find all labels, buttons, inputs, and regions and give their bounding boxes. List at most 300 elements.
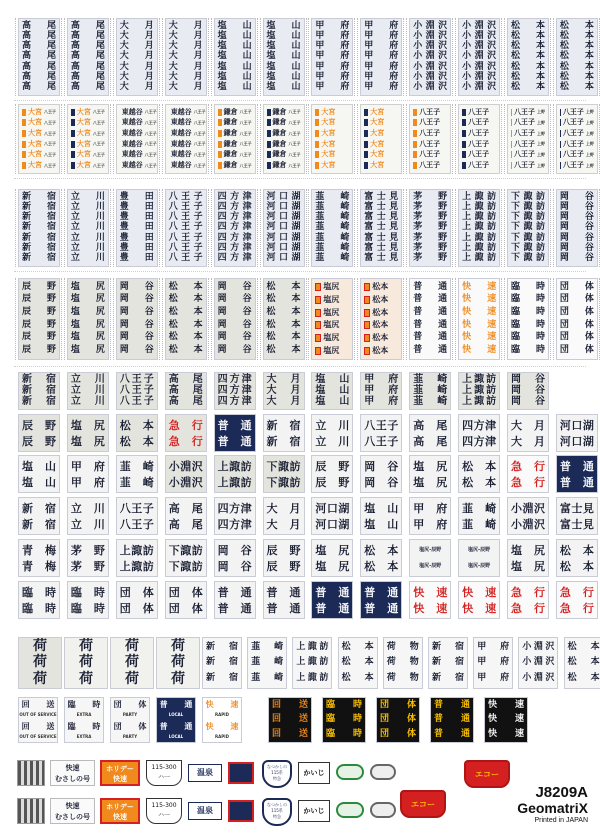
orange-mark	[315, 334, 321, 342]
sign-text-line	[267, 386, 301, 396]
block5-sign	[18, 539, 60, 577]
sign-char: 小	[462, 61, 472, 72]
sign-text-line	[120, 244, 154, 253]
sign-char: 団	[559, 294, 569, 305]
column-lines	[560, 192, 594, 264]
sign-char: 富	[364, 212, 374, 223]
column-lines	[120, 21, 154, 93]
sign-char: 普	[433, 729, 443, 740]
sign-char: 甲	[364, 20, 374, 31]
column-lines	[560, 21, 594, 93]
block2-row	[71, 141, 105, 148]
block5-sign	[165, 372, 207, 410]
sign-char: 諏	[278, 459, 289, 473]
block5-sign	[311, 497, 353, 535]
sign-text-line	[120, 321, 154, 330]
block5-sign	[360, 414, 402, 452]
sign-text-line: 塩尻-辰野	[419, 546, 442, 553]
registration-tick	[357, 104, 360, 174]
sign-text-line	[462, 32, 496, 41]
sign-char: 宿	[46, 212, 56, 223]
sign-char: 新	[206, 672, 216, 683]
block2-row	[413, 151, 447, 158]
sign-char: 韮	[119, 475, 131, 489]
sign-lines	[71, 584, 105, 616]
sign-char: 韮	[315, 191, 325, 202]
sign-char: 時	[92, 722, 101, 731]
sign-lines	[120, 458, 154, 490]
sign-char: 時	[353, 699, 363, 710]
sign-text-line	[206, 674, 238, 683]
sign-text-line	[71, 193, 105, 202]
sign-char: 速	[436, 585, 448, 599]
sign-text-line	[560, 477, 594, 488]
dest-bottom: 八王子	[193, 162, 206, 168]
sign-lines	[267, 458, 301, 490]
sign-char: 新	[266, 418, 278, 432]
sign-char: 本	[291, 281, 301, 292]
sign-char: 山	[242, 41, 252, 52]
sign-text-line	[71, 375, 105, 385]
sign-char: 訪	[535, 243, 545, 254]
sign-char: 本	[584, 82, 594, 93]
registration-tick	[357, 18, 360, 96]
sign-char: 高	[70, 20, 80, 31]
block2-row	[120, 161, 157, 170]
sign-text-line	[71, 234, 105, 243]
sign-char: 谷	[144, 281, 154, 292]
block2-row	[511, 109, 545, 116]
sign-char: 本	[485, 475, 497, 489]
sign-char: 辰	[22, 418, 33, 432]
sign-lines	[477, 640, 509, 686]
sign-char: 新	[206, 642, 216, 653]
dest-top: 八王子	[514, 139, 535, 148]
column-lines	[267, 281, 301, 357]
sign-char: 河	[559, 434, 571, 448]
sign-char: 団	[559, 281, 569, 292]
sign-char: 月	[144, 82, 154, 93]
sign-char: 甲	[364, 395, 375, 407]
route-color-mark	[462, 162, 466, 169]
sign-text-line	[462, 375, 496, 385]
sign-text-line	[169, 420, 203, 431]
sign-char: 甲	[364, 374, 375, 386]
sign-char: 高	[168, 374, 179, 386]
sign-char: 立	[70, 374, 81, 386]
sign-char: 川	[93, 501, 105, 515]
sign-char: 上	[296, 642, 306, 653]
sign-lines	[560, 458, 594, 490]
block1-column	[458, 18, 500, 96]
sign-char: 岡	[511, 374, 521, 386]
sign-char: 宿	[46, 191, 56, 202]
shield-sign	[262, 798, 292, 826]
sign-char: 月	[144, 20, 154, 31]
sign-text-line	[462, 346, 496, 355]
sign-char: 湖	[291, 222, 301, 233]
registration-tick	[308, 189, 311, 267]
sign-text-line	[315, 83, 349, 92]
sign-char: 普	[364, 585, 376, 599]
sign-text-line	[267, 193, 301, 202]
sign-text-line	[22, 375, 56, 385]
sign-char: 通	[289, 585, 301, 599]
sign-char: 臨	[511, 281, 521, 292]
column-lines	[169, 21, 203, 93]
sign-char: 訪	[240, 459, 252, 473]
sign-char: 谷	[144, 332, 154, 343]
sign-char: 尾	[436, 434, 448, 448]
sign-char: 崎	[274, 657, 284, 668]
sign-char: 口	[278, 253, 288, 264]
dest-top: 東越谷	[121, 161, 143, 170]
sign-char: 河	[266, 253, 276, 264]
sign-char: 岡	[119, 294, 129, 305]
sign-text-line	[462, 254, 496, 263]
sign-char: 岡	[559, 222, 569, 233]
musashi-sign: 快速 むさしの号	[50, 798, 95, 824]
dest-top: 東越谷	[170, 129, 192, 138]
column-lines	[71, 21, 105, 93]
sign-text-line	[413, 32, 447, 41]
block7-sign	[376, 697, 420, 743]
sign-char: 淵	[522, 501, 534, 515]
sign-char: 湖	[582, 418, 594, 432]
sign-text-line	[267, 375, 301, 385]
block2-row	[511, 130, 545, 137]
sign-char: 辰	[22, 281, 32, 292]
block2-column	[556, 104, 598, 174]
registration-tick	[455, 189, 458, 267]
sign-char: 下	[511, 253, 521, 264]
sign-char: 四	[217, 395, 228, 407]
column-lines	[120, 281, 154, 357]
sign-char: 湖	[582, 434, 594, 448]
sign-char: 速	[230, 722, 239, 731]
sign-char: 淵	[180, 459, 192, 473]
sign-text-line	[22, 42, 56, 51]
sign-lines	[432, 640, 464, 686]
sign-char: 急	[511, 459, 522, 473]
sign-char: 府	[340, 51, 350, 62]
sign-char: 本	[485, 459, 497, 473]
sign-char: 子	[387, 418, 399, 432]
sign-text-line	[364, 63, 398, 72]
sign-text-line	[511, 193, 545, 202]
route-color-mark	[511, 151, 512, 158]
sign-char: 沢	[534, 501, 545, 515]
sign-char: 塩	[266, 82, 276, 93]
sign-text-line	[462, 63, 496, 72]
sign-char: 月	[290, 395, 301, 407]
sign-char: 富	[364, 243, 374, 254]
holiday-bottom: 快速	[113, 813, 127, 821]
sign-char: 野	[45, 434, 56, 448]
sign-text-line	[511, 333, 545, 342]
sign-char: 尾	[95, 20, 105, 31]
sign-char: 諏	[523, 201, 533, 212]
sign-char: 通	[184, 722, 193, 731]
block2-row	[560, 141, 594, 148]
sign-char: 訪	[191, 543, 203, 557]
sign-char: 松	[511, 82, 521, 93]
block2-row	[315, 130, 349, 137]
block2-row	[120, 118, 157, 127]
sign-char: 岡	[559, 253, 569, 264]
sign-text-line	[218, 477, 252, 488]
dest-top: 大宮	[28, 129, 42, 138]
dest-top: 大宮	[321, 129, 336, 138]
sign-lines	[71, 458, 105, 490]
block5-sign	[458, 539, 500, 577]
sign-char: 宿	[46, 374, 56, 386]
route-color-mark	[22, 130, 26, 137]
sign-char: 崎	[437, 374, 448, 386]
column-lines	[120, 107, 157, 171]
sign-char: 快	[487, 714, 497, 725]
block1-column	[214, 18, 256, 96]
sign-char: 急	[511, 475, 522, 489]
sign-text-line	[22, 503, 56, 514]
sign-char: 本	[291, 294, 301, 305]
route-color-mark	[218, 162, 222, 169]
sign-char: 小	[413, 41, 423, 52]
sign-text-line	[218, 519, 252, 530]
sign-text-line	[413, 587, 447, 598]
sign-text-line	[218, 321, 252, 330]
sign-lines	[22, 458, 56, 490]
block5-sign	[360, 497, 402, 535]
sign-char: 野	[438, 243, 448, 254]
sign-char: 下	[266, 475, 278, 489]
sign-char: 高	[70, 61, 80, 72]
sign-char: 普	[413, 281, 423, 292]
sign-char: 富	[364, 201, 374, 212]
sign-text-line	[120, 561, 154, 572]
sign-char: 諏	[229, 459, 241, 473]
block5-sign	[165, 539, 207, 577]
sign-char: 子	[387, 434, 399, 448]
dest-top: 大宮	[370, 161, 385, 170]
route-color-mark	[71, 130, 75, 137]
sign-text-line	[218, 73, 252, 82]
sign-text-line	[462, 234, 496, 243]
sign-char: 通	[438, 332, 448, 343]
sign-char: 本	[590, 672, 600, 683]
sign-text-line	[413, 283, 447, 292]
sign-char: 山	[242, 51, 252, 62]
sign-text-line	[120, 545, 154, 556]
registration-tick	[455, 104, 458, 174]
sign-char: 普	[217, 601, 229, 615]
sign-char: 四	[217, 222, 227, 233]
sign-char: 府	[93, 459, 105, 473]
dest-top: 八王子	[562, 118, 584, 127]
sign-char: 松	[341, 657, 351, 668]
sign-char: 上	[462, 384, 473, 396]
sign-text-line	[169, 386, 203, 396]
sign-char: 体	[407, 699, 417, 710]
dest-bottom: 上野	[537, 151, 545, 157]
block5-sign	[214, 455, 256, 493]
dest-bottom: 八王子	[92, 151, 105, 157]
sign-text-line	[560, 83, 594, 92]
dest-top: 鎌倉	[223, 161, 238, 170]
sign-char: 臨	[325, 729, 335, 740]
sign-char: 臨	[511, 294, 521, 305]
sign-char: 四	[462, 434, 474, 448]
block5-sign	[507, 539, 549, 577]
sign-text-line	[22, 477, 56, 488]
sign-char: 高	[22, 51, 32, 62]
sign-text-line	[218, 436, 252, 447]
sign-lines	[511, 375, 545, 407]
sign-char: 快	[205, 700, 214, 709]
sign-char: 塩	[364, 517, 376, 531]
block2-row	[560, 119, 594, 126]
sign-text-line	[511, 545, 545, 556]
sign-char: 甲	[364, 30, 374, 41]
block5-sign	[507, 414, 549, 452]
sign-char: 通	[240, 418, 252, 432]
sign-char: 王	[131, 517, 143, 531]
dest-top: 大宮	[76, 118, 91, 127]
block2-row	[218, 151, 252, 158]
dest-top: 大宮	[28, 118, 42, 127]
sign-char: 本	[142, 434, 154, 448]
sign-text-line	[120, 254, 154, 263]
sign-char: 甲	[315, 41, 325, 52]
sign-char: 体	[584, 319, 594, 330]
sign-char: 速	[515, 699, 525, 710]
block2-row	[169, 139, 206, 148]
dest-bottom: 八王子	[288, 151, 301, 157]
block2-row	[364, 141, 398, 148]
sign-char: 山	[387, 517, 399, 531]
block2-row	[71, 130, 105, 137]
sign-text-line	[413, 244, 447, 253]
sign-char: 松	[168, 332, 178, 343]
route-color-mark	[71, 151, 75, 158]
sign-char: 尾	[192, 374, 203, 386]
sign-char: 諏	[523, 212, 533, 223]
sign-char: 津	[485, 418, 497, 432]
block2-row	[22, 119, 56, 126]
sign-char: 諏	[307, 657, 317, 668]
block2-column	[263, 104, 305, 174]
sign-char: 府	[436, 517, 448, 531]
sign-text-line	[364, 477, 398, 488]
sign-char: 松	[559, 559, 571, 573]
sign-text-line	[364, 193, 398, 202]
sign-char: 塩	[413, 475, 425, 489]
sign-char: 団	[119, 601, 131, 615]
sign-text-line	[315, 561, 349, 572]
sign-text-line	[267, 321, 301, 330]
sign-char: 普	[413, 307, 423, 318]
number-sub: ハ一	[157, 812, 170, 819]
sign-text-line	[169, 519, 203, 530]
sign-char: 団	[113, 722, 122, 731]
sign-char: 豊	[119, 243, 129, 254]
sign-char: 訪	[486, 384, 497, 396]
sign-text-line	[218, 375, 252, 385]
column-lines	[462, 192, 496, 264]
block2-row	[218, 130, 252, 137]
sign-char: 韮	[251, 672, 261, 683]
sign-lines	[120, 417, 154, 449]
dest-top: 大宮	[370, 129, 385, 138]
sign-char: 新	[432, 672, 442, 683]
sign-char: 谷	[242, 294, 252, 305]
sign-char: 田	[144, 253, 154, 264]
sign-char: 湖	[291, 253, 301, 264]
sign-char: 口	[571, 434, 583, 448]
sign-char: 本	[193, 319, 203, 330]
registration-tick	[504, 278, 507, 360]
block5-sign	[67, 497, 109, 535]
sign-char: 富	[559, 517, 571, 531]
sign-char: 谷	[144, 294, 154, 305]
sign-text-line	[462, 420, 496, 431]
sign-lines	[462, 584, 496, 616]
sign-char: 見	[389, 212, 399, 223]
sign-char: 荷	[386, 672, 396, 683]
sign-char: 諏	[474, 232, 484, 243]
sign-lines	[462, 542, 496, 574]
block5-sign	[263, 539, 305, 577]
sign-char: 時	[535, 294, 545, 305]
sign-char: 送	[46, 722, 55, 731]
sign-char: 王	[181, 222, 191, 233]
sign-char: 速	[515, 714, 525, 725]
sign-char: 岡	[559, 191, 569, 202]
sign-char: 下	[168, 543, 180, 557]
sign-char: 口	[326, 501, 338, 515]
sign-char: 送	[299, 699, 309, 710]
sign-char: 尾	[46, 82, 56, 93]
sign-char: 本	[364, 657, 374, 668]
column-lines	[560, 281, 594, 357]
sign-lines	[413, 584, 447, 616]
sign-text-line	[560, 244, 594, 253]
sign-char: 快	[205, 722, 214, 731]
sign-char: 高	[70, 51, 80, 62]
sign-char: 河	[315, 501, 327, 515]
separator	[14, 366, 586, 367]
sign-subtitle: RAPID	[215, 734, 229, 739]
sign-char: 塩	[364, 501, 376, 515]
sign-char: 大	[119, 51, 129, 62]
route-color-mark	[71, 162, 75, 169]
sign-char: 体	[191, 601, 203, 615]
sign-char: 岡	[217, 559, 229, 573]
dest-bottom: 八王子	[144, 130, 157, 136]
sign-text-line	[218, 22, 252, 31]
sign-text-line	[511, 397, 545, 407]
sign-char: 尾	[46, 51, 56, 62]
sign-text-line	[206, 701, 239, 709]
route-color-mark	[364, 151, 368, 158]
sign-char: 山	[291, 72, 301, 83]
registration-tick	[455, 18, 458, 96]
dest-top: 鎌倉	[272, 107, 287, 116]
sign-char: 塩	[315, 384, 326, 396]
block2-row	[364, 162, 398, 169]
sign-text-line	[169, 587, 203, 598]
sign-char: 時	[353, 714, 363, 725]
